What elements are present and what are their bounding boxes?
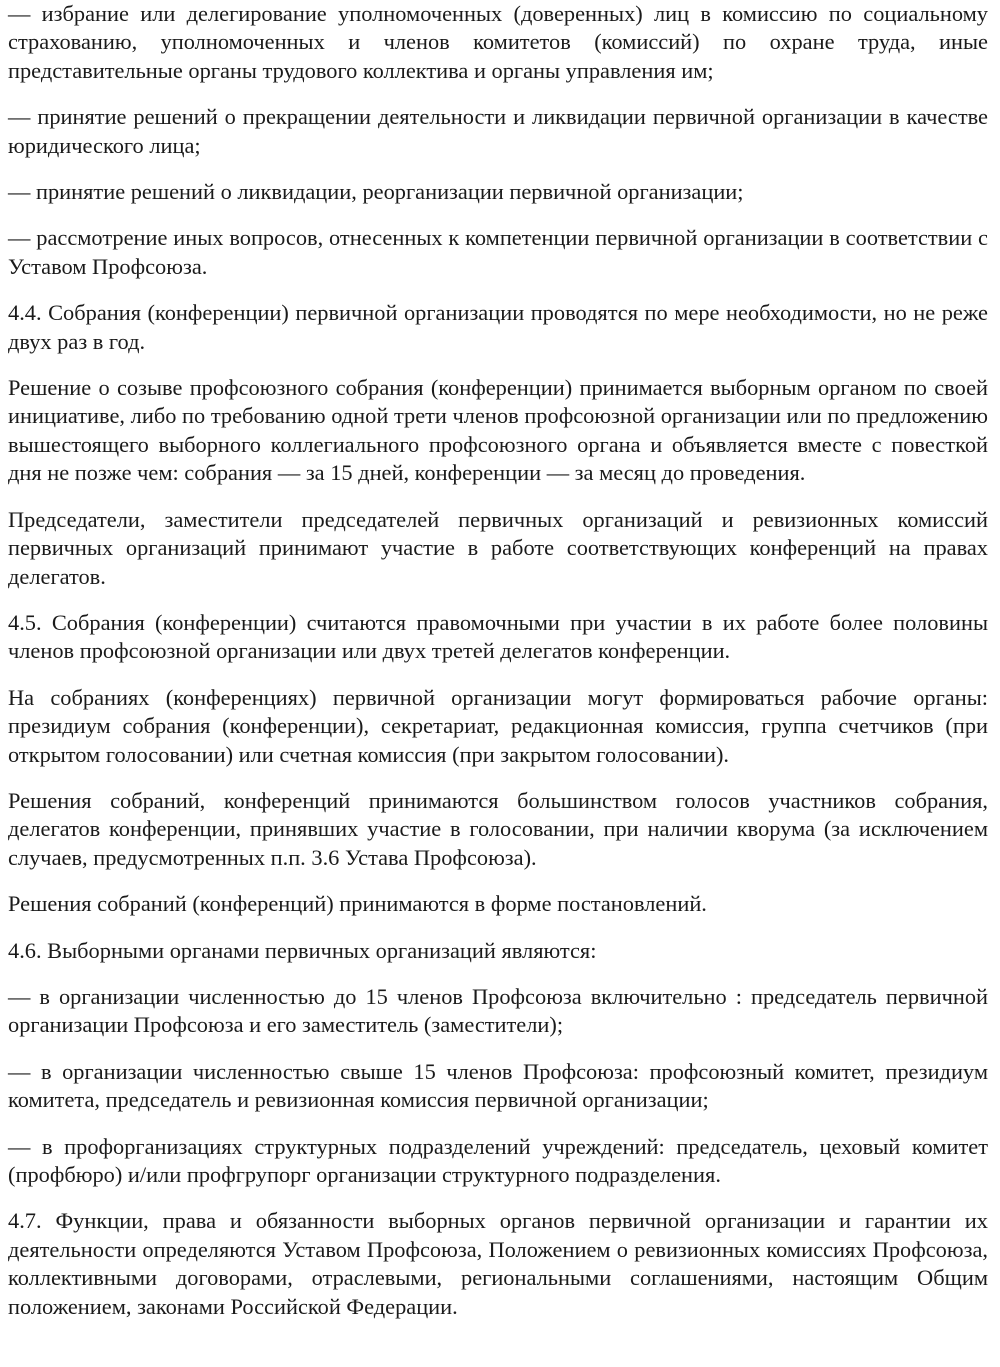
- paragraph-4-6: 4.6. Выборными органами первичных организаций являются:: [8, 937, 597, 963]
- paragraph-termination-decision: — принятие решений о прекращении деятельности и ликвидации первичной организации в качестве юридического лица;: [8, 104, 988, 158]
- paragraph-liquidation-decision: — принятие решений о ликвидации, реорганизации первичной организации;: [8, 179, 744, 205]
- paragraph-other-questions: — рассмотрение иных вопросов, отнесенных к компетенции первичной организации в соответствии с Уставом Профсоюза.: [8, 225, 988, 279]
- paragraph-4-5: 4.5. Собрания (конференции) считаются правомочными при участии в их работе более половины членов профсоюзной организации или двух третей делегатов конференции.: [8, 609, 988, 664]
- paragraph-structural-units: — в профорганизациях структурных подразделений учреждений: председатель, цеховый комитет (профбюро) и/или профгрупорг организации структурного подразделения.: [8, 1133, 988, 1187]
- document-page: [8, 0, 988, 1339]
- paragraph-chairmen-delegates: Председатели, заместители председателей первичных организаций и ревизионных комиссий первичных организаций принимают участие в работе соответствующих конференций на правах делегатов.: [8, 506, 988, 589]
- paragraph-majority-decisions: Решения собраний, конференций принимаются большинством голосов участников собрания, делегатов конференции, принявших участие в голосовании, при наличии кворума (за исключением случаев, предусмотренных п.п. 3.6 Устава Профсоюза).: [8, 787, 988, 870]
- paragraph-4-7: 4.7. Функции, права и обязанности выборных органов первичной организации и гарантии их деятельности определяются Уставом Профсоюза, Положением о ревизионных комиссиях Профсоюза, коллективными договорами, отраслевыми, региональными соглашениями, настоящим Общим положением, законами Российской Федерации.: [8, 1208, 988, 1319]
- paragraph-convocation: Решение о созыве профсоюзного собрания (конференции) принимается выборным органом по своей инициативе, либо по требованию одной трети членов профсоюзной организации или по предложению вышестоящего выборного коллегиального профсоюзного органа и объявляется вместе с повесткой дня не позже чем: собрания — за 15 дней, конференции — за месяц до проведения.: [8, 375, 988, 486]
- paragraph-election-delegates: — избрание или делегирование уполномоченных (доверенных) лиц в комиссию по социальному страхованию, уполномоченных и членов комитетов (комиссий) по охране труда, иные представительные органы трудового коллектива и органы управления им;: [8, 1, 988, 83]
- paragraph-resolutions-form: Решения собраний (конференций) принимаются в форме постановлений.: [8, 891, 707, 917]
- paragraph-up-to-15-members: — в организации численностью до 15 членов Профсоюза включительно : председатель первичной организации Профсоюза и его заместитель (заместители);: [8, 983, 988, 1038]
- paragraph-over-15-members: — в организации численностью свыше 15 членов Профсоюза: профсоюзный комитет, президиум комитета, председатель и ревизионная комиссия первичной организации;: [8, 1058, 988, 1113]
- paragraph-working-bodies: На собраниях (конференциях) первичной организации могут формироваться рабочие органы: президиум собрания (конференции), секретариат, редакционная комиссия, группа счетчиков (при открытом голосовании) или счетная комиссия (при закрытом голосовании).: [8, 684, 988, 767]
- paragraph-4-4: 4.4. Собрания (конференции) первичной организации проводятся по мере необходимости, но не реже двух раз в год.: [8, 300, 988, 354]
